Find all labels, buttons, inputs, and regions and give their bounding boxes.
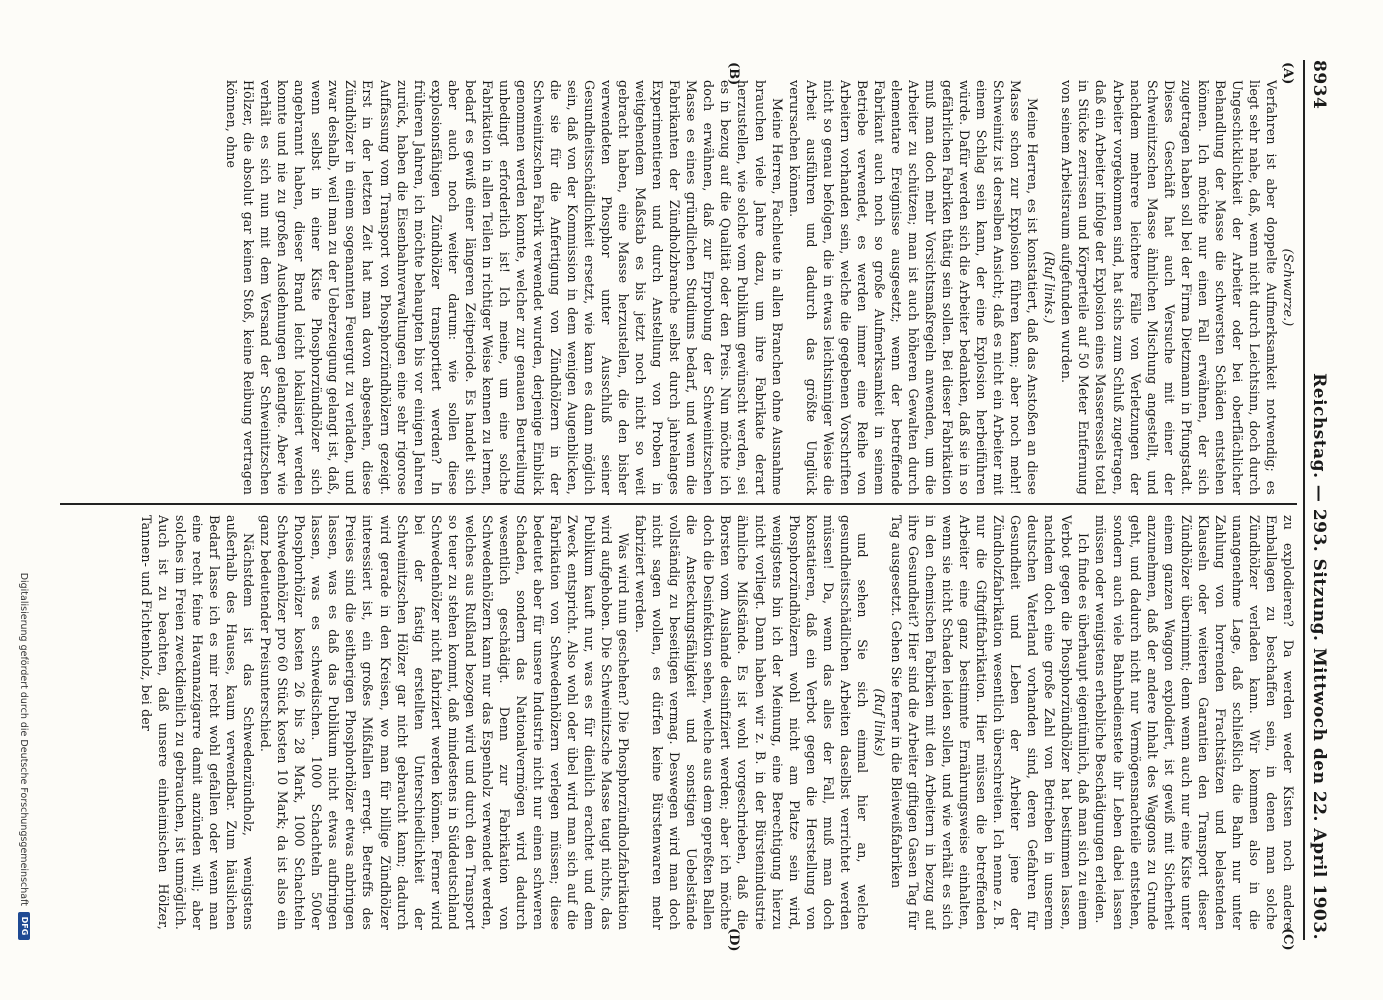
header-rule: [1303, 60, 1305, 940]
interjection: (Ruf links): [871, 688, 887, 757]
paragraph: Meine Herren, Fachleute in allen Branchen ohne Ausnahme brauchen viele Jahre dazu, um ihre Fabrikate derart herzustellen, wie solche vom Publikum gewünscht werden, sei es in bezug auf die Qualität oder den Preis. Nun möchte ich doch erwähnen, daß zur Erprobung der Schweinitzschen Masse es eines gründlichen Studiums bedarf, und wenn die Fabrikanten der Zündholzbranche selbst durch jahrelanges Experimentieren und durch Anstellung von Proben in weitgehendem Maßstab es bis jetzt noch nicht so weit gebracht haben, eine Masse herzustellen, die den bisher verwendeten Phosphor unter Ausschluß seiner Gesundheitsschädlichkeit ersetzt, wie kann es dann möglich sein, daß von der Kommission in dem wenigen Augenblicken, die sie für die Anfertigung von Zündhölzern in der Schweinitzschen Fabrik verwendet wurden, derjenige Einblick genommen werden konnte, welcher zur genauen Beurteilung unbedingt erforderlich ist! Ich meine, um eine solche Fabrikation in allen Teilen in richtiger Weise kennen zu lernen, bedarf es gewiß einer längeren Zeitperiode. Es handelt sich aber auch noch weiter darum: wie sollen diese explosionsfähigen Zündhölzer transportiert werden? In früheren Jahren, ich möchte behaupten bis vor einigen Jahren zurück, haben die Eisenbahnverwaltungen eine sehr rigorose Auffassung vom Transport von Phosphorzündhölzern gezeigt. Erst in der letzten Zeit hat man davon abgesehen, diese Zündhölzer in einem sogenannten Feuergut zu verladen, und zwar deshalb, weil man zu der Ueberzeugung gelangt ist, daß, wenn selbst in einer Kiste Phosphorzündhölzer sich angebrannt haben, dieser Brand leicht lokalisiert werden konnte und nie zu großen Ausdehnungen gelangte. Aber wie verhält es sich nun mit dem Versand der Schweinitzschen Hölzer, die absolut gar keinen Stoß, keine Reibung vertragen können, ohne: [224, 80, 785, 495]
paragraph: zu explodieren? Da werden weder Kisten noch andere Emballagen zu beschaffen sein, in denen man solche Zündhölzer verladen kann. Wir kommen also in die unangenehme Lage, daß schließlich die Bahn nur unter Zahlung von horrenden Frachtsätzen und belastenden Klauseln oder weiteren Garantien den Transport dieser Zündhölzer übernimmt; denn wenn auch nur eine Kiste unter einem ganzen Waggon explodiert, ist gewiß mit Sicherheit anzunehmen, daß der andere Inhalt des Waggons zu Grunde geht, und dadurch nicht nur Vermögensnachteile entstehen, sondern auch viele Bahnbedienstete ihr Leben dabei lassen müssen oder wenigstens erhebliche Beschädigungen erleiden.: [1093, 515, 1296, 930]
paragraph: Verfahren ist aber doppelte Aufmerksamkeit notwendig; es liegt sehr nahe, daß, wenn nicht durch Leichtsinn, doch durch Ungeschicklichkeit der Arbeiter oder bei oberflächlicher Behandlung der Masse die schwersten Schäden entstehen können. Ich möchte nur einen Fall erwähnen, der sich zugetragen haben soll bei der Firma Dietzmann in Pfungstadt. Dieses Geschäft hat auch Versuche mit einer der Schweinitzschen Masse ähnlichen Mischung angestellt, und nachdem mehrere leichtere Fälle von Verletzungen der Arbeiter vorgekommen sind, hat sichs zum Schluß zugetragen, daß ein Arbeiter infolge der Explosion eines Masseressels total in Stücke zerrissen und Körperteile auf 50 Meter Entfernung von seinem Arbeitsraum aufgefunden wurden.: [1059, 80, 1279, 495]
footer: [16, 60, 32, 940]
margin-mark-a: (A): [1280, 62, 1295, 85]
margin-mark-c: (C): [1280, 928, 1295, 951]
speaker-name: (Schwarze.): [1281, 248, 1296, 327]
interjection: (Ruf links.): [1042, 251, 1058, 324]
margin-mark-b: (B): [726, 62, 741, 86]
paragraph: Nächstdem ist das Schwedenzündholz, wenigstens außerhalb des Hauses, kaum verwendbar. Zum häuslichen Bedarf lasse ich es mir recht wohl gefallen oder wenn man eine recht feine Havannazigarre damit anzünden will; aber solches im Freien zweckdienlich zu gebrauchen, ist unmöglich. Auch ist zu beachten, daß unsere einheimischen Hölzer, Tannen- und Fichtenholz, bei der: [138, 515, 257, 930]
page-number: 8934: [1309, 60, 1329, 110]
page-header: [1309, 60, 1335, 940]
left-column: [60, 80, 1297, 495]
paragraph: Ich finde es überhaupt eigentümlich, daß man sich zu einem Verbot gegen die Phosphorzündhölzer hat bestimmen lassen, nachdem doch eine große Zahl von Betrieben in unserem deutschen Vaterland vorhanden sind, deren Gefahren für Gesundheit und Leben der Arbeiter jene der Zündholzfabrikation wesentlich überschreiten. Ich nenne z. B. nur die Giftgiftfabrikation. Hier müssen die betreffenden Arbeiter eine ganz bestimmte Ernährungsweise einhalten, wenn sie nicht Schaden leiden sollen, und wie verhält es sich in den chemischen Fabriken mit den Arbeitern in bezug auf ihre Gesundheit? Hier sind die Arbeiter giftigen Gasen Tag für Tag ausgesetzt. Gehen Sie ferner in die Bleiweißfabriken: [888, 515, 1092, 930]
dfg-logo-icon: DFG: [18, 912, 30, 940]
page-title: Reichstag. — 293. Sitzung. Mittwoch den 22. April 1903.: [1309, 373, 1329, 940]
paragraph: Was wird nun geschehen? Die Phosphorzündholzfabrikation wird aufgehoben. Die Schweinitzsche Masse taugt nichts, das Publikum kauft nur, was es für dienlich erachtet und dem Zweck entspricht. Also wohl oder übel wird man sich auf die Fabrikation von Schwedenhölzern verlegen müssen; diese bedeutet aber für unsere Industrie nicht nur einen schweren Schaden, sondern das Nationalvermögen wird dadurch wesentlich geschädigt. Denn zur Fabrikation von Schwedenhölzern kann nur das Espenholz verwendet werden, welches aus Rußland bezogen wird und durch den Transport so teuer zu stehen kommt, daß mindestens in Süddeutschland Schwedenhölzer nicht fabriziert werden können. Ferner wird bei der fastig erstellten Unterschiedlichkeit der Schweinitzschen Hölzer gar nicht gebraucht kann; dadurch wird gerade in den Kreisen, wo man für billige Zündhölzer interessiert ist, ein großes Mißfallen erregt. Betreffs des Preises sind die seitherigen Phosphorhölzer etwas anbringen lassen, was es daß das Publikum nicht etwas aufbringen lassen, was es schwedischen. 1000 Schachteln 500er Phosphorhölzer kosten 26 bis 28 Mark, 1000 Schachteln Schwedenhölzer pro 60 Stück kosten 10 Mark; da ist also ein ganz bedeutender Preisunterschied.: [258, 515, 632, 930]
footer-text: Digitalisierung gefördert durch die Deutsche Forschungsgemeinschaft: [18, 572, 30, 906]
paragraph: und sehen Sie sich einmal hier an, welche gesundheitsschädlichen Arbeiten daselbst verrichtet werden müssen! Da, wenn das alles der Fall, muß man doch konstatieren, daß ein Verbot gegen die Herstellung von Phosphorzündhölzern wohl nicht am Platze sein wird, wenigstens bin ich der Meinung, eine Berechtigung hierzu nicht vorliegt. Dann haben wir z. B. in der Bürstenindustrie ähnliche Mißstände. Es ist wohl vorgeschrieben, daß die Borsten vom Auslande desinfiziert werden; aber ich möchte doch die Desinfektion sehen, welche aus dem gepreßten Ballen die Ansteckungsfähigkeit und sonstigen Uebelstände vollständig zu beseitigen vermag. Deswegen wird man doch nicht sagen wollen, es dürfen keine Bürstenwaren mehr fabriziert werden.: [633, 515, 870, 930]
column-divider: [60, 503, 1297, 505]
margin-mark-d: (D): [726, 928, 741, 952]
right-column: [60, 515, 1297, 930]
paragraph: Meine Herren, es ist konstatiert, daß das Anstoßen an diese Masse schon zur Explosion führen kann; aber noch mehr! Schweinitz ist derselben Ansicht; daß es nicht ein Arbeiter mit einem Schlag sein kann, der eine Explosion herbeiführen würde. Dafür werden sich die Arbeiter bedanken, daß sie in so gefährlichen Fabriken thätig sein sollen. Bei dieser Fabrikation muß man doch mehr Vorsichtsmaßregeln anwenden, um die Arbeiter zu schützen; man ist auch höheren Gewalten durch elementare Ereignisse ausgesetzt; wenn der betreffende Fabrikant auch noch so große Aufmerksamkeit in seinem Betriebe verwendet, es werden immer eine Reihe von Arbeitern vorhanden sein, welche die gegebenen Vorschriften nicht so genau befolgen, die in etwas leichtsinniger Weise die Arbeit ausführen und dadurch das größte Unglück verursachen können.: [786, 80, 1041, 495]
